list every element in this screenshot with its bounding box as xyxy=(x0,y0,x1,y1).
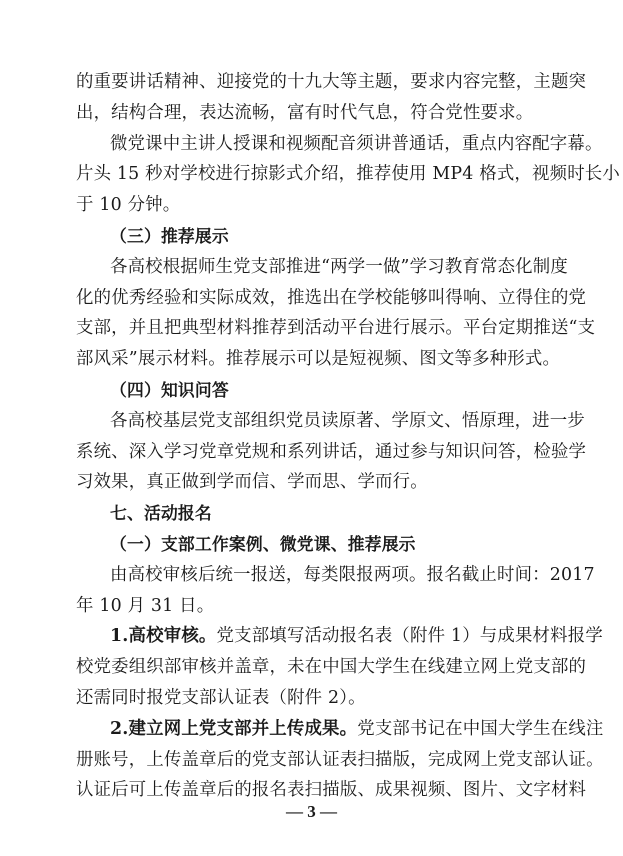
line-text: 由高校审核后统一报送，每类限报两项。报名截止时间：2017 xyxy=(110,564,595,585)
line-text: 各高校基层党支部组织党员读原著、学原文、悟原理，进一步 xyxy=(110,410,585,431)
text-line xyxy=(76,316,596,340)
text-line xyxy=(76,101,556,125)
text-line xyxy=(76,748,604,772)
line-text: （四）知识问答 xyxy=(110,380,229,400)
line-text: 微党课中主讲人授课和视频配音须讲普通话，重点内容配字幕。 xyxy=(110,133,603,154)
line-text: 各高校根据师生党支部推进“两学一做”学习教育常态化制度 xyxy=(110,256,568,277)
section-heading xyxy=(110,378,556,402)
text-line xyxy=(76,70,587,94)
text-line xyxy=(110,717,604,741)
line-text: 校党委组织部审核并盖章，未在中国大学生在线建立网上党支部的 xyxy=(76,657,587,678)
item-lead: 2.建立网上党支部并上传成果。 xyxy=(110,718,358,739)
line-text: 认证后可上传盖章后的报名表扫描版、成果视频、图片、文字材料 xyxy=(76,780,587,801)
line-text: 于 10 分钟。 xyxy=(76,195,181,216)
text-line xyxy=(76,470,556,494)
line-text: 的重要讲话精神、迎接党的十九大等主题，要求内容完整，主题突 xyxy=(76,72,587,92)
line-text: 七、活动报名 xyxy=(110,503,212,524)
line-text: （一）支部工作案例、微党课、推荐展示 xyxy=(110,534,416,554)
section-heading xyxy=(110,532,556,556)
text-line xyxy=(110,255,568,279)
line-text: 还需同时报党支部认证表（附件 2）。 xyxy=(76,688,366,708)
text-line xyxy=(76,686,556,710)
text-line xyxy=(110,132,603,156)
line-text: 册账号，上传盖章后的党支部认证表扫描版，完成网上党支部认证。 xyxy=(76,749,604,770)
text-line xyxy=(76,193,556,217)
line-text: （三）推荐展示 xyxy=(110,226,229,246)
line-text: 部风采”展示材料。推荐展示可以是短视频、图文等多种形式。 xyxy=(76,349,561,370)
line-text: 出，结构合理，表达流畅，富有时代气息，符合党性要求。 xyxy=(76,102,534,123)
line-text: 党支部填写活动报名表（附件 1）与成果材料报学 xyxy=(216,626,603,647)
line-text: 年 10 月 31 日。 xyxy=(76,595,215,616)
text-line xyxy=(110,624,603,648)
section-heading xyxy=(110,501,556,525)
line-text: 习效果，真正做到学而信、学而思、学而行。 xyxy=(76,472,428,493)
text-line xyxy=(76,162,620,186)
line-text: 支部，并且把典型材料推荐到活动平台进行展示。平台定期推送“支 xyxy=(76,318,596,339)
line-text: 系统、深入学习党章党规和系列讲话，通过参与知识问答，检验学 xyxy=(76,441,587,462)
text-line xyxy=(110,409,585,433)
page-number: — 3 — xyxy=(286,802,337,821)
text-line xyxy=(76,347,561,371)
text-line xyxy=(76,594,556,618)
text-line xyxy=(110,563,595,587)
line-text: 党支部书记在中国大学生在线注 xyxy=(357,718,604,739)
line-text: 片头 15 秒对学校进行掠影式介绍，推荐使用 MP4 格式，视频时长小 xyxy=(76,164,620,185)
item-lead: 1.高校审核。 xyxy=(110,626,217,647)
text-line xyxy=(76,778,587,802)
text-line xyxy=(76,440,587,464)
section-heading xyxy=(110,224,556,248)
text-line xyxy=(76,655,587,679)
text-line xyxy=(76,286,587,310)
line-text: 化的优秀经验和实际成效，推选出在学校能够叫得响、立得住的党 xyxy=(76,287,587,308)
